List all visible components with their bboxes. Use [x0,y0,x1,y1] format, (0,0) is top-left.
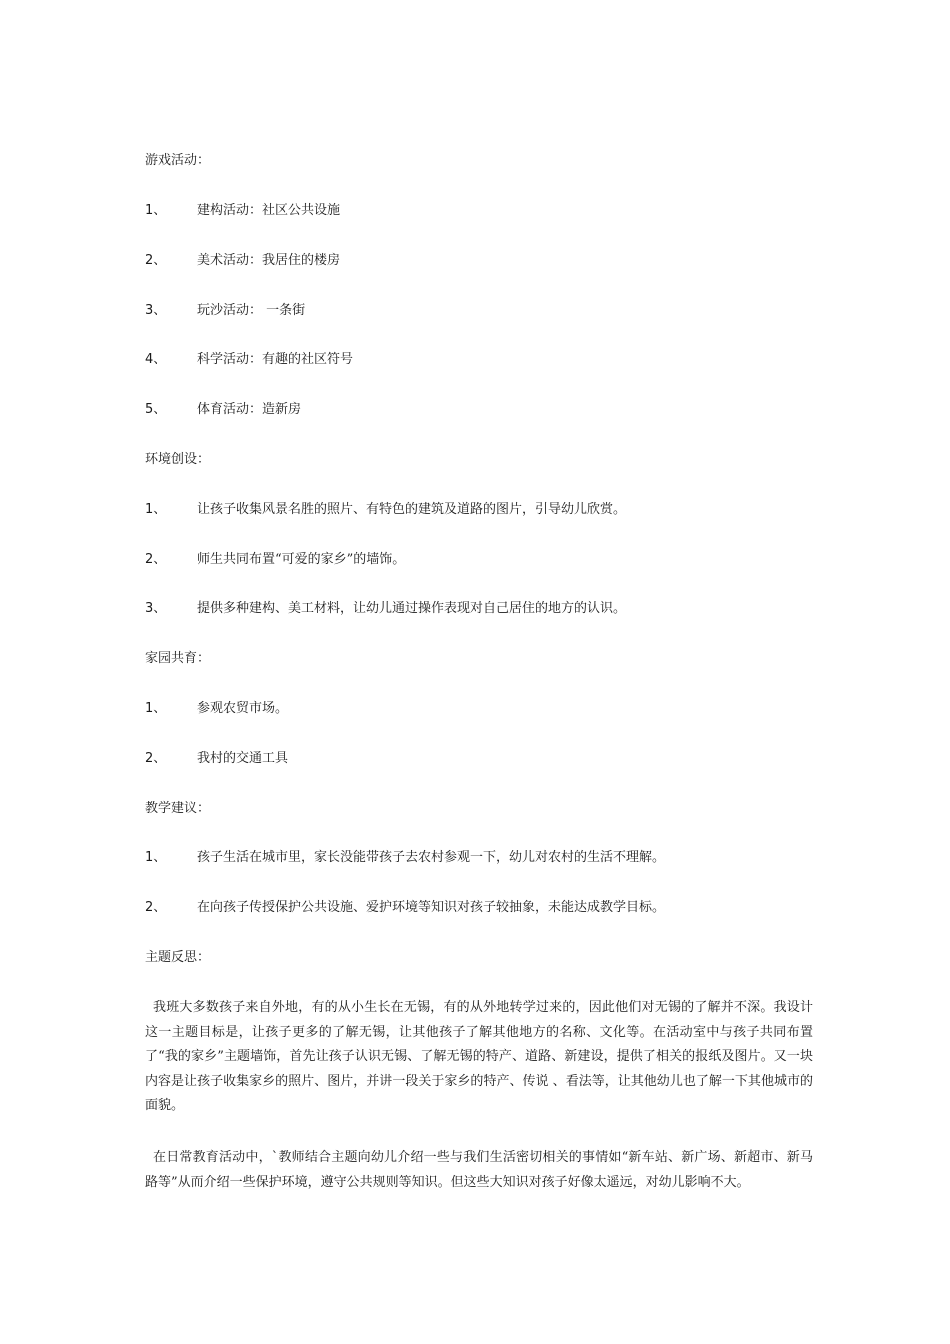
suggestions-item-2 [145,899,665,917]
games-item-1 [145,202,340,220]
games-item-3 [145,302,305,320]
item-text: 玩沙活动： 一条街 [197,303,306,318]
item-text: 师生共同布置“可爱的家乡”的墙饰。 [197,552,406,567]
item-number: 1、 [145,701,167,716]
environment-item-2 [145,551,405,569]
environment-item-3 [145,600,626,618]
reflection-paragraph-2: 在日常教育活动中，`教师结合主题向幼儿介绍一些与我们生活密切相关的事情如“新车站、新广场、新超市、新马路等”从而介绍一些保护环境，遵守公共规则等知识。但这些大知识对孩子好像太遥远，对幼儿影响不大。 [145,1150,813,1190]
item-number: 2、 [145,253,167,268]
games-heading: 游戏活动： [145,153,211,168]
item-text: 我村的交通工具 [197,751,289,766]
item-text: 科学活动：有趣的社区符号 [197,352,354,367]
item-text: 建构活动：社区公共设施 [197,203,341,218]
environment-item-1 [145,501,626,519]
environment-heading: 环境创设： [145,452,211,467]
item-text: 孩子生活在城市里，家长没能带孩子去农村参观一下，幼儿对农村的生活不理解。 [197,850,666,865]
item-number: 1、 [145,203,167,218]
item-number: 1、 [145,850,167,865]
item-text: 在向孩子传授保护公共设施、爱护环境等知识对孩子较抽象，未能达成教学目标。 [197,900,666,915]
item-number: 5、 [145,402,167,417]
item-text: 让孩子收集风景名胜的照片、有特色的建筑及道路的图片，引导幼儿欣赏。 [197,502,627,517]
games-item-5 [145,401,301,419]
item-number: 2、 [145,751,167,766]
item-number: 1、 [145,502,167,517]
reflection-paragraph-1: 我班大多数孩子来自外地，有的从小生长在无锡，有的从外地转学过来的，因此他们对无锡的了解并不深。我设计这一主题目标是，让孩子更多的了解无锡，让其他孩子了解其他地方的名称、文化等。在活动室中与孩子共同布置了“我的家乡”主题墙饰，首先让孩子认识无锡、了解无锡的特产、道路、新建设，提供了相关的报纸及图片。又一块内容是让孩子收集家乡的照片、图片，并讲一段关于家乡的特产、传说 、看法等，让其他幼儿也了解一下其他城市的面貌。 [145,1000,813,1113]
item-number: 2、 [145,552,167,567]
home-item-1 [145,700,288,718]
item-text: 体育活动：造新房 [197,402,302,417]
reflection-heading: 主题反思： [145,950,211,965]
item-number: 2、 [145,900,167,915]
item-number: 3、 [145,601,167,616]
item-text: 参观农贸市场。 [197,701,289,716]
suggestions-item-1 [145,849,665,867]
games-item-2 [145,252,340,270]
item-text: 美术活动：我居住的楼房 [197,253,341,268]
suggestions-heading: 教学建议： [145,801,211,816]
games-item-4 [145,351,353,369]
home-heading: 家园共育： [145,651,211,666]
item-text: 提供多种建构、美工材料，让幼儿通过操作表现对自己居住的地方的认识。 [197,601,627,616]
item-number: 4、 [145,352,167,367]
item-number: 3、 [145,303,167,318]
home-item-2 [145,750,288,768]
